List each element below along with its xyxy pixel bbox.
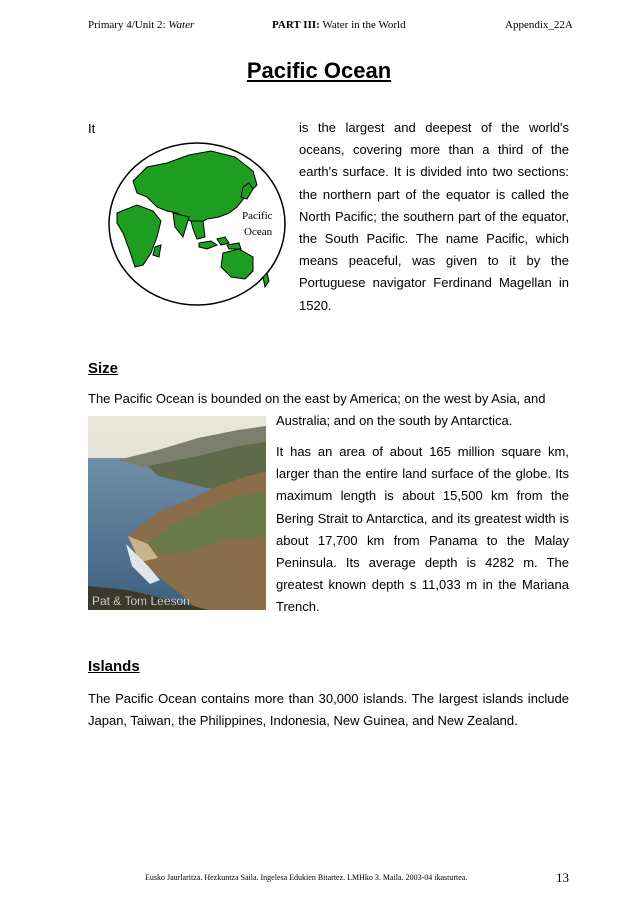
map-label-pacific: Pacific (242, 210, 273, 222)
size-paragraph-area: It has an area of about 165 million square km, larger than the entire land surface of the globe. Its maximum length is about 15,500 km from the Bering Strait to Antarctica, and its greatest width is about 17,700 km from Panama to the Malay Peninsula. Its average depth is 4282 m. The greatest known depth s 11,033 m in the Mariana Trench. (276, 444, 569, 615)
map-label-ocean: Ocean (244, 226, 273, 238)
header-part-title: Water in the World (319, 19, 406, 31)
photo-credit: Pat & Tom Leeson (92, 594, 190, 608)
header-unit-topic: Water (168, 19, 195, 31)
coastline-photo (88, 416, 266, 610)
islands-paragraph: The Pacific Ocean contains more than 30,000 islands. The largest islands include Japan, Taiwan, the Philippines, Indonesia, New Guinea, and New Zealand. (88, 691, 569, 729)
size-paragraph-first-line: The Pacific Ocean is bounded on the east by America; on the west by Asia, and (88, 391, 546, 406)
page-title: Pacific Ocean (246, 58, 392, 83)
intro-paragraph: is the largest and deepest of the world's oceans, covering more than a third of the earth's surface. It is divided into two sections: the northern part of the equator is called the North Pacific; the southern part of the equator, the South Pacific. The name Pacific, which means peaceful, was given to it by the Portuguese navigator Ferdinand Magellan in 1520. (299, 120, 569, 313)
islands-heading: Islands (88, 658, 140, 675)
intro-lead-word: It (88, 121, 96, 136)
header-part-label: PART III: (272, 19, 320, 31)
page-number: 13 (556, 870, 569, 885)
footer-credit: Eusko Jaurlaritza. Hezkuntza Saila. Ingelesa Edukien Bitartez. LMHko 3. Maila. 2003-04 ikasturtea. (145, 873, 468, 882)
size-paragraph-continued: Australia; and on the south by Antarctica. (276, 413, 513, 428)
header-part (272, 19, 406, 31)
world-map-image (107, 141, 287, 307)
header-unit-prefix: Primary 4/Unit 2: (88, 19, 169, 31)
header-appendix: Appendix_22A (505, 19, 573, 31)
coastline-photo-art (88, 416, 266, 610)
globe-illustration (107, 141, 287, 307)
header-unit (88, 19, 194, 31)
size-heading: Size (88, 360, 119, 377)
